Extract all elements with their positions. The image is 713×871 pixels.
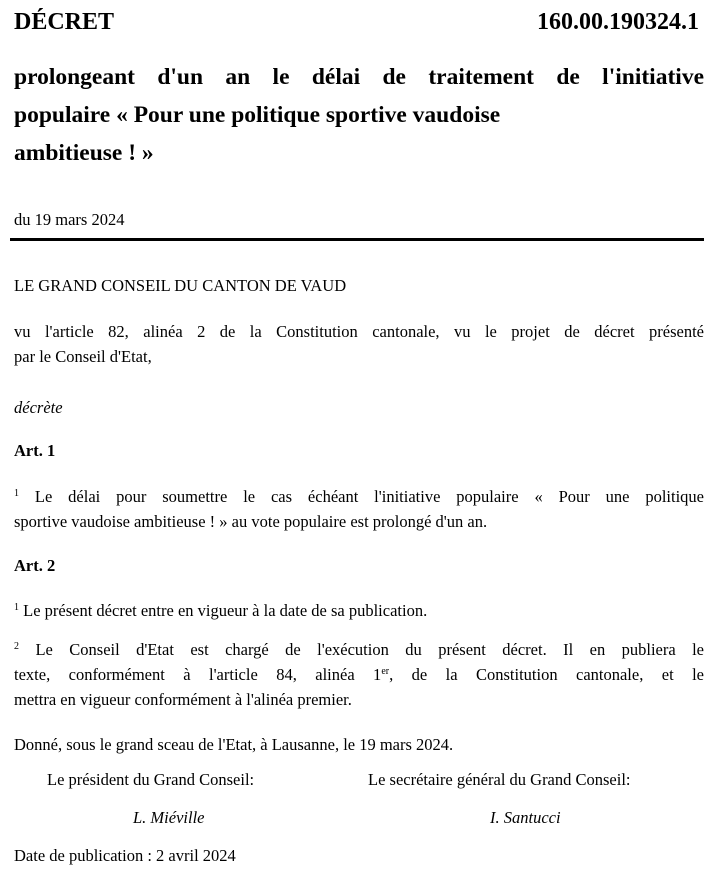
secretary-name: I. Santucci — [490, 808, 561, 827]
paragraph-number: 1 — [14, 602, 19, 613]
publication-date: Date de publication : 2 avril 2024 — [14, 846, 236, 865]
article-1-heading: Art. 1 — [14, 441, 56, 460]
preamble-line-1: vu l'article 82, alinéa 2 de la Constitution cantonale, vu le projet de décret présenté — [14, 322, 704, 341]
president-title: Le président du Grand Conseil: — [47, 770, 255, 789]
preamble — [14, 319, 704, 369]
decree-date: du 19 mars 2024 — [14, 210, 125, 229]
title-line-2: populaire « Pour une politique sportive vaudoise — [14, 102, 501, 128]
article-2-paragraph-1-text: Le présent décret entre en vigueur à la date de sa publication. — [23, 601, 428, 620]
article-2-text-line-2a: texte, conformément à l'article 84, alinéa 1 — [14, 665, 382, 684]
document-reference-number: 160.00.190324.1 — [537, 9, 699, 35]
decree-title — [14, 58, 704, 172]
ordinal-suffix: er — [381, 666, 390, 677]
president-name: L. Miéville — [133, 808, 205, 827]
article-2-paragraph-1 — [14, 598, 704, 623]
title-line-1: prolongeant d'un an le délai de traitement de l'initiative — [14, 64, 704, 90]
given-at-statement: Donné, sous le grand sceau de l'Etat, à Lausanne, le 19 mars 2024. — [14, 735, 454, 754]
article-1-text-line-1: Le délai pour soumettre le cas échéant l'initiative populaire « Pour une politique — [34, 487, 705, 506]
article-2-text-line-1: Le Conseil d'Etat est chargé de l'exécution du présent décret. Il en publiera le — [35, 640, 705, 659]
document-type: DÉCRET — [14, 9, 115, 35]
title-line-3: ambitieuse ! » — [14, 140, 154, 166]
issuing-authority: LE GRAND CONSEIL DU CANTON DE VAUD — [14, 276, 347, 295]
paragraph-number: 1 — [14, 488, 19, 499]
article-2-paragraph-2 — [14, 637, 704, 712]
article-1-paragraph-1 — [14, 484, 704, 534]
header-divider — [10, 238, 704, 241]
article-2-text-line-2b: , de la Constitution cantonale, et le — [389, 665, 704, 684]
article-2-heading: Art. 2 — [14, 556, 56, 575]
article-1-text-line-2: sportive vaudoise ambitieuse ! » au vote populaire est prolongé d'un an. — [14, 512, 488, 531]
paragraph-number: 2 — [14, 641, 19, 652]
secretary-title: Le secrétaire général du Grand Conseil: — [368, 770, 631, 789]
preamble-line-2: par le Conseil d'Etat, — [14, 347, 152, 366]
enacting-clause: décrète — [14, 398, 63, 417]
article-2-text-line-3: mettra en vigueur conformément à l'alinéa premier. — [14, 690, 352, 709]
